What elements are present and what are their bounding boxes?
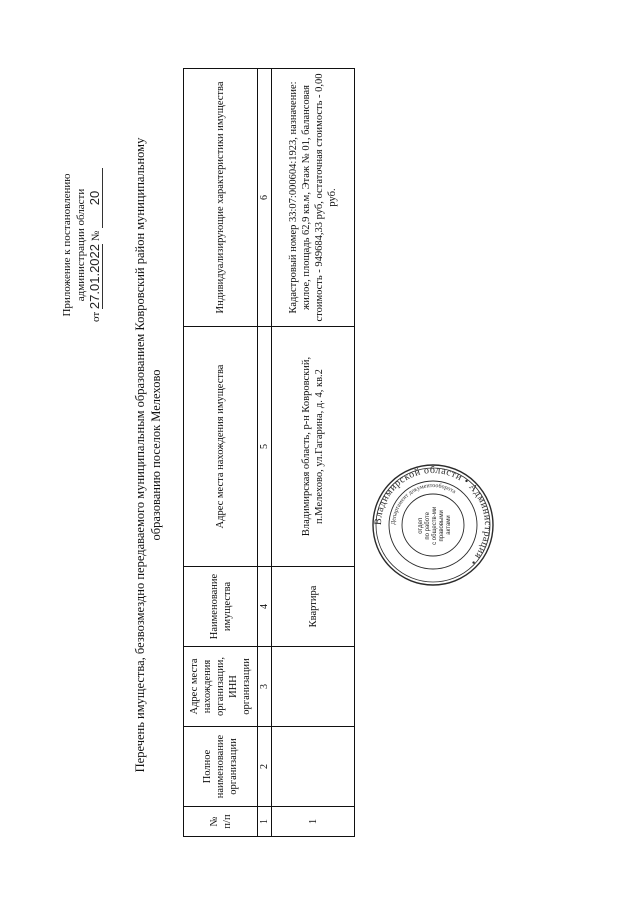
column-number: 4 — [258, 567, 272, 647]
svg-text:отдел по работе: отдел по работе с обществ-ми правовыми актами — [418, 506, 452, 545]
appendix-line-1: Приложение к постановлению — [61, 173, 73, 317]
row-org-name — [272, 727, 355, 807]
header-characteristics: Индивидуализирующие характеристики имущества — [184, 69, 258, 327]
title-line-2: образованию поселок Мелехово — [149, 369, 163, 541]
seal-inner-text: Департамент документооборота — [390, 482, 457, 526]
row-num: 1 — [272, 807, 355, 837]
appendix-line-2: администрации области — [75, 188, 87, 302]
property-table — [183, 68, 355, 837]
column-number: 1 — [258, 807, 272, 837]
column-number: 3 — [258, 647, 272, 727]
seal-icon — [370, 462, 496, 588]
header-org-name: Полное наименование организации — [184, 727, 258, 807]
row-characteristics: Кадастровый номер 33:07:000604:1923, назначение: жилое, площадь 62,9 кв.м, Этаж № 01, балансовая стоимость - 949684,33 руб, остаточная стоимость - 0,00 руб. — [272, 69, 355, 327]
row-org-address — [272, 647, 355, 727]
seal-outer-text: Владимирской области • Администрация • — [372, 464, 494, 568]
row-property-name: Квартира — [272, 567, 355, 647]
title-line-1: Перечень имущества, безвозмездно передаваемого муниципальным образованием Ковровский район муниципальному — [133, 137, 147, 773]
header-num: № п/п — [184, 807, 258, 837]
appendix-block — [60, 95, 103, 395]
document-title — [132, 75, 164, 835]
official-seal — [370, 462, 496, 588]
header-property-address: Адрес места нахождения имущества — [184, 327, 258, 567]
column-number: 5 — [258, 327, 272, 567]
header-org-address: Адрес места нахождения организации, ИНН организации — [184, 647, 258, 727]
appendix-date-line — [88, 95, 103, 395]
rotated-content — [60, 65, 360, 845]
number-sign: № — [90, 230, 102, 242]
row-property-address: Владимирская область, р-н Ковровский, п.Мелехово, ул.Гагарина, д. 4, кв.2 — [272, 327, 355, 567]
appendix-number: 20 — [88, 168, 103, 228]
table-row — [272, 69, 355, 837]
column-number: 2 — [258, 727, 272, 807]
header-property-name: Наименование имущества — [184, 567, 258, 647]
date-prefix: от — [90, 311, 102, 322]
table-header-row — [184, 69, 258, 837]
column-number: 6 — [258, 69, 272, 327]
appendix-date: 27.01.2022 — [87, 244, 102, 310]
table-column-numbers-row — [258, 69, 272, 837]
